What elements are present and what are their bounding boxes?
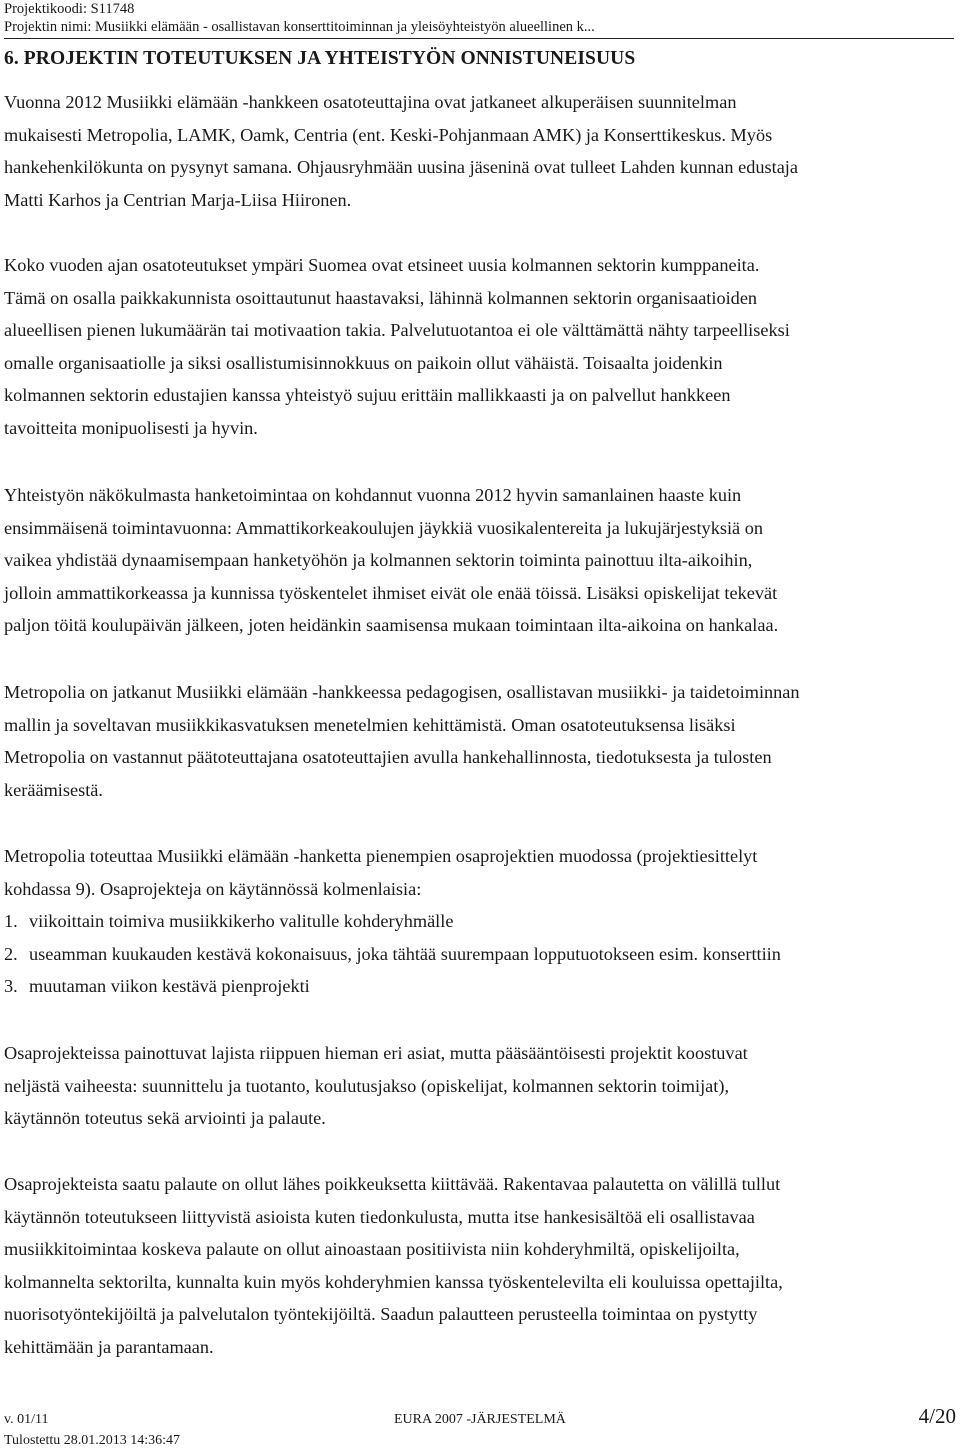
text-line: neljästä vaiheesta: suunnittelu ja tuotanto, koulutusjakso (opiskelijat, kolmannen sektorin toimijat), xyxy=(4,1075,730,1096)
paragraph-2 xyxy=(4,249,956,445)
page-number: 4/20 xyxy=(918,1404,956,1428)
text-line: paljon töitä koulupäivän jälkeen, joten heidänkin saamisensa mukaan toimintaan ilta-aikoina on hankalaa. xyxy=(4,615,779,636)
text-line: musiikkitoimintaa koskeva palaute on ollut ainoastaan positiivista niin kohderyhmiltä, opiskelijoilta, xyxy=(4,1239,740,1260)
system-label: EURA 2007 -JÄRJESTELMÄ xyxy=(394,1412,566,1427)
version-label: v. 01/11 xyxy=(4,1412,49,1427)
list-text: viikoittain toimiva musiikkikerho valitulle kohderyhmälle xyxy=(29,911,454,932)
text-line: mukaisesti Metropolia, LAMK, Oamk, Centria (ent. Keski-Pohjanmaan AMK) ja Konserttikeskus. Myös xyxy=(4,124,773,145)
text-line: Metropolia on jatkanut Musiikki elämään -hankkeessa pedagogisen, osallistavan musiikki- ja taidetoiminnan xyxy=(4,682,800,702)
paragraph-6 xyxy=(4,1037,956,1135)
section-heading: 6. PROJEKTIN TOTEUTUKSEN JA YHTEISTYÖN ONNISTUNEISUUS xyxy=(4,48,636,69)
text-line: omalle organisaatiolle ja siksi osallistumisinnokkuus on paikoin ollut vähäistä. Toisaalta joidenkin xyxy=(4,352,723,373)
project-code: Projektikoodi: S11748 xyxy=(4,1,135,17)
text-line: kehittämään ja parantamaan. xyxy=(4,1336,214,1357)
text-line: vaikea yhdistää dynaamisempaan hanketyöhön ja kolmannen sektorin toiminta painottuu ilta-aikoihin, xyxy=(4,550,753,571)
text-line: kolmannen sektorin edustajien kanssa yhteistyö sujuu erittäin mallikkaasti ja on palvellut hankkeen xyxy=(4,385,731,406)
text-line: kolmannelta sektorilta, kunnalta kuin myös kohderyhmien kanssa työskentelevilta eli kouluissa opettajilta, xyxy=(4,1271,783,1292)
text-line: Metropolia on vastannut päätoteuttajana osatoteuttajien avulla hankehallinnosta, tiedotuksesta ja tulosten xyxy=(4,747,772,768)
paragraph-5 xyxy=(4,840,956,1003)
list-number: 3. xyxy=(4,976,18,997)
text-line: Matti Karhos ja Centrian Marja-Liisa Hiironen. xyxy=(4,189,352,210)
paragraph-1 xyxy=(4,86,956,216)
text-line: mallin ja soveltavan musiikkikasvatuksen menetelmien kehittämistä. Oman osatoteutuksensa lisäksi xyxy=(4,714,736,735)
text-line: jolloin ammattikorkeassa ja kunnissa työskentelet ihmiset eivät ole enää töissä. Lisäksi opiskelijat tekevät xyxy=(4,582,778,603)
text-line: kohdassa 9). Osaprojekteja on käytännössä kolmenlaisia: xyxy=(4,878,422,899)
paragraph-4 xyxy=(4,676,956,806)
list-item xyxy=(4,970,956,1003)
text-line: Vuonna 2012 Musiikki elämään -hankkeen osatoteuttajina ovat jatkaneet alkuperäisen suunnitelman xyxy=(4,92,737,112)
text-line: ensimmäisenä toimintavuonna: Ammattikorkeakoulujen jäykkiä vuosikalentereita ja lukujärjestyksiä on xyxy=(4,517,763,538)
paragraph-3 xyxy=(4,479,956,642)
project-name: Projektin nimi: Musiikki elämään - osallistavan konserttitoiminnan ja yleisöyhteistyön alueellinen k... xyxy=(4,18,954,39)
paragraph-7 xyxy=(4,1168,956,1364)
list-text: muutaman viikon kestävä pienprojekti xyxy=(29,976,310,997)
text-line: tavoitteita monipuolisesti ja hyvin. xyxy=(4,417,258,438)
text-line: käytännön toteutukseen liittyvistä asioista kuten tiedonkulusta, mutta itse hankesisältöä eli osallistavaa xyxy=(4,1206,755,1227)
text-line: Yhteistyön näkökulmasta hanketoimintaa on kohdannut vuonna 2012 hyvin samanlainen haaste kuin xyxy=(4,485,742,505)
list-text: useamman kuukauden kestävä kokonaisuus, joka tähtää suurempaan lopputuotokseen esim. konserttiin xyxy=(29,943,781,964)
list-item xyxy=(4,938,956,971)
text-line: käytännön toteutus sekä arviointi ja palaute. xyxy=(4,1108,326,1129)
list-item xyxy=(4,905,956,938)
text-line: Osaprojekteissa painottuvat lajista riippuen hieman eri asiat, mutta pääsääntöisesti projektit koostuvat xyxy=(4,1043,748,1063)
text-line: alueellisen pienen lukumäärän tai motivaation takia. Palvelutuotantoa ei ole välttämättä nähty tarpeelliseksi xyxy=(4,320,790,341)
text-line: Metropolia toteuttaa Musiikki elämään -hanketta pienempien osaprojektien muodossa (projektiesittelyt xyxy=(4,846,758,866)
text-line: Koko vuoden ajan osatoteutukset ympäri Suomea ovat etsineet uusia kolmannen sektorin kumppaneita. xyxy=(4,255,760,275)
printed-timestamp: Tulostettu 28.01.2013 14:36:47 xyxy=(4,1433,181,1448)
text-line: keräämisestä. xyxy=(4,779,103,800)
text-line: Tämä on osalla paikkakunnista osoittautunut haastavaksi, lähinnä kolmannen sektorin organisaatioiden xyxy=(4,287,758,308)
list-number: 1. xyxy=(4,911,18,932)
text-line: Osaprojekteista saatu palaute on ollut lähes poikkeuksetta kiittävää. Rakentavaa palautetta on välillä tullut xyxy=(4,1174,781,1194)
page-header xyxy=(4,0,954,39)
text-line: nuorisotyöntekijöiltä ja palvelutalon työntekijöiltä. Saadun palautteen perusteella toimintaa on pystytty xyxy=(4,1304,758,1325)
list-number: 2. xyxy=(4,943,18,964)
text-line: hankehenkilökunta on pysynyt samana. Ohjausryhmään uusina jäseninä ovat tulleet Lahden kunnan edustaja xyxy=(4,157,799,178)
